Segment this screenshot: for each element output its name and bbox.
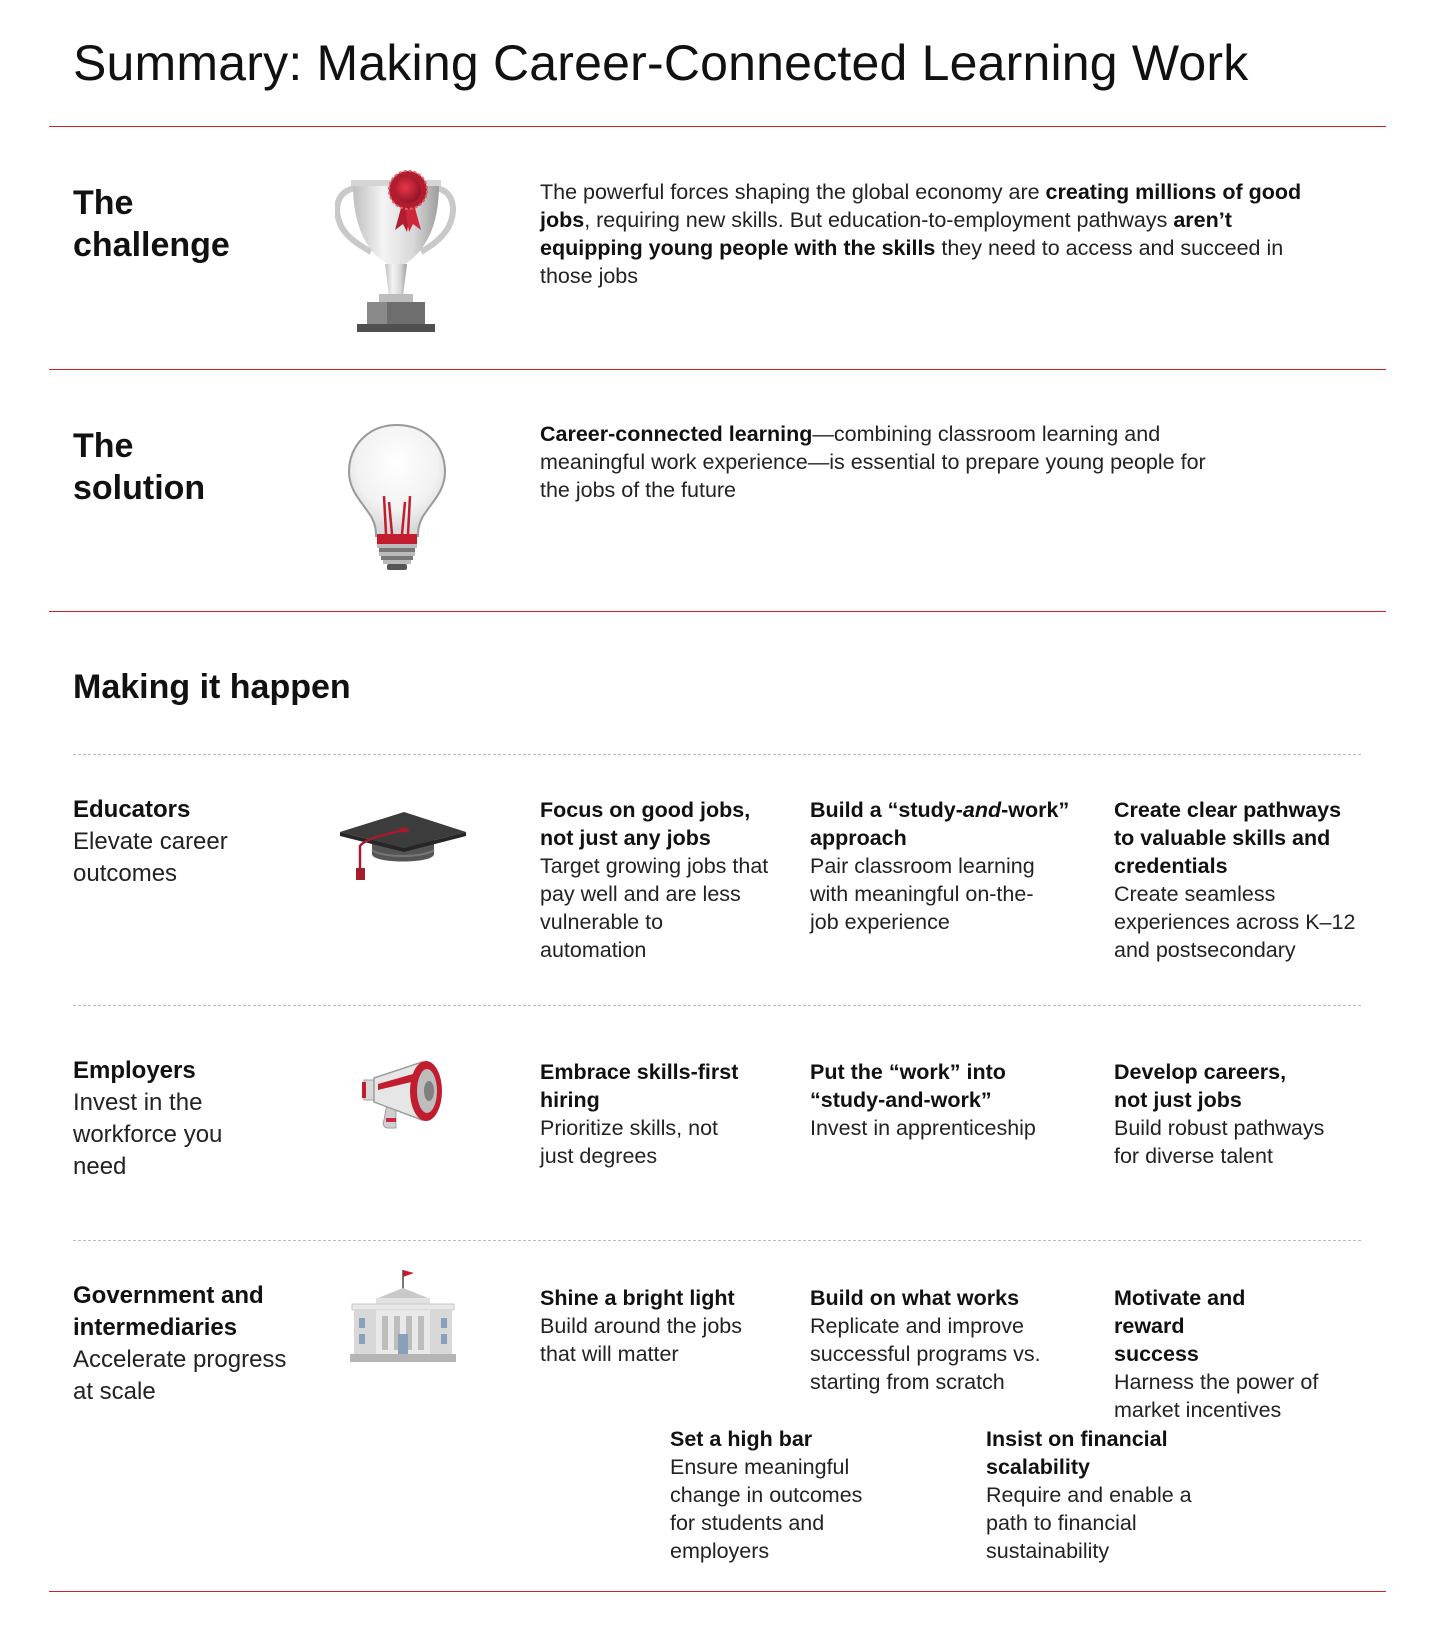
- employers-action-1: Embrace skills-first hiring Prioritize skills, not just degrees: [540, 1060, 739, 1168]
- employers-name: Employers: [73, 1057, 196, 1084]
- employers-action-2: Put the “work” into “study-and-work” Invest in apprenticeship: [810, 1060, 1036, 1140]
- dashed-divider: [73, 754, 1361, 755]
- educators-subtitle: Elevate career outcomes: [73, 828, 228, 887]
- educators-name: Educators: [73, 796, 191, 823]
- divider-rule: [49, 1591, 1386, 1592]
- page-title: Summary: Making Career-Connected Learning Work: [73, 35, 1249, 91]
- megaphone-icon: [360, 1058, 444, 1136]
- solution-heading: The solution: [73, 427, 206, 507]
- making-it-happen-heading: Making it happen: [73, 668, 351, 706]
- lightbulb-icon: [346, 422, 448, 574]
- government-action-3: Motivate and reward success Harness the power of market incentives: [1114, 1286, 1319, 1422]
- dashed-divider: [73, 1240, 1361, 1241]
- government-action-4: Set a high bar Ensure meaningful change in outcomes for students and employers: [670, 1427, 863, 1563]
- government-subtitle: Accelerate progress at scale: [73, 1346, 287, 1405]
- employers-subtitle: Invest in the workforce you need: [73, 1089, 223, 1180]
- divider-rule: [49, 126, 1386, 127]
- trophy-icon: [335, 168, 459, 336]
- solution-text: Career-connected learning—combining classroom learning and meaningful work experience—is essential to prepare young people for the jobs of the future: [540, 422, 1206, 502]
- divider-rule: [49, 369, 1386, 370]
- government-action-1: Shine a bright light Build around the jobs that will matter: [540, 1286, 743, 1366]
- educators-action-3: Create clear pathways to valuable skills and credentials Create seamless experiences across K–12 and postsecondary: [1114, 798, 1356, 962]
- educators-action-2: Build a “study-and-work” approach Pair classroom learning with meaningful on-the-job experience: [810, 798, 1070, 934]
- educators-action-1: Focus on good jobs, not just any jobs Target growing jobs that pay well and are less vulnerable to automation: [540, 798, 769, 962]
- educators-group: [73, 794, 313, 890]
- challenge-text: The powerful forces shaping the global economy are creating millions of good jobs, requiring new skills. But education-to-employment pathways aren’t equipping young people with the skills they need to access and succeed in those jobs: [540, 180, 1302, 288]
- graduation-cap-icon: [338, 806, 468, 882]
- divider-rule: [49, 611, 1386, 612]
- government-name: Government and intermediaries: [73, 1282, 264, 1341]
- employers-action-3: Develop careers, not just jobs Build robust pathways for diverse talent: [1114, 1060, 1325, 1168]
- challenge-heading: The challenge: [73, 184, 230, 264]
- government-action-5: Insist on financial scalability Require and enable a path to financial sustainability: [986, 1427, 1192, 1563]
- employers-group: [73, 1055, 313, 1183]
- government-action-2: Build on what works Replicate and improve successful programs vs. starting from scratch: [810, 1286, 1041, 1394]
- government-group: [73, 1280, 323, 1408]
- government-building-icon: [350, 1268, 456, 1364]
- dashed-divider: [73, 1005, 1361, 1006]
